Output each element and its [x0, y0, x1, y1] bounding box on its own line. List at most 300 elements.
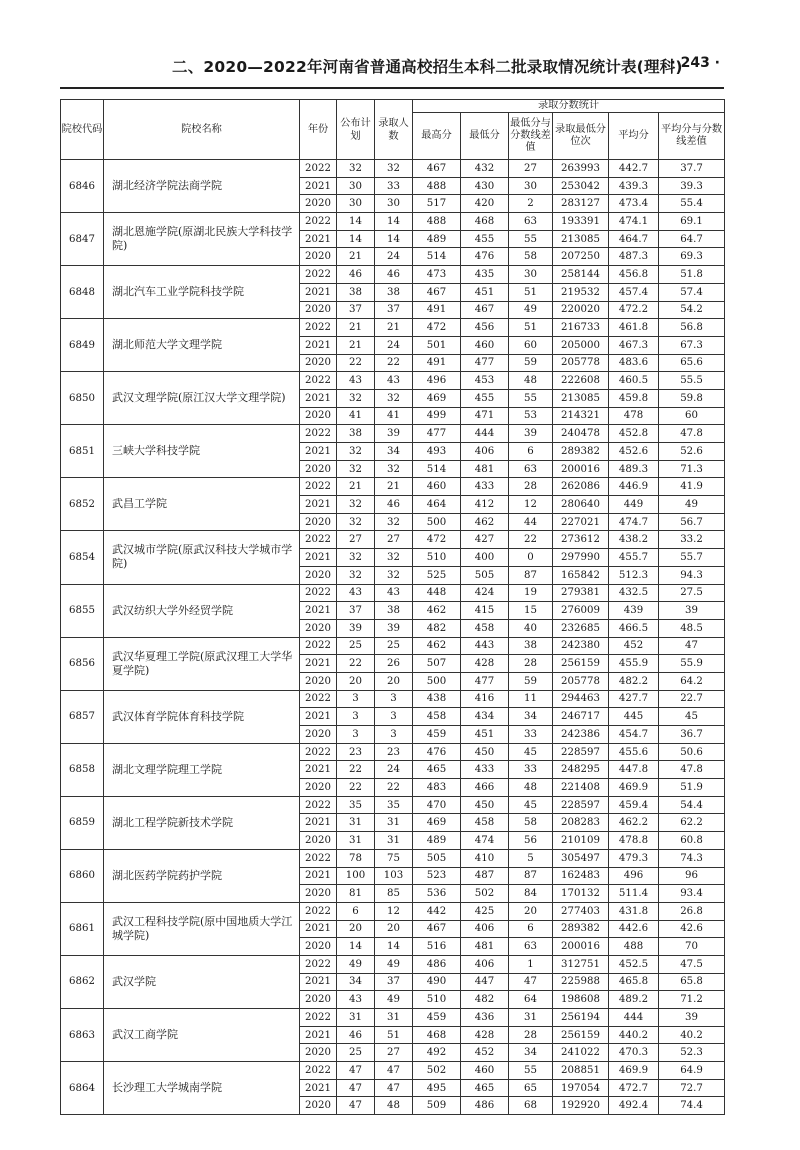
- cell-avg-diff: 41.9: [659, 478, 725, 496]
- cell-year: 2022: [300, 425, 337, 443]
- cell-min-rank: 305497: [553, 849, 609, 867]
- cell-max-score: 507: [413, 655, 461, 673]
- school-code: 6859: [61, 796, 104, 849]
- school-code: 6852: [61, 478, 104, 531]
- table-row: [61, 1062, 725, 1080]
- cell-min-score: 460: [461, 1062, 509, 1080]
- cell-avg-diff: 51.9: [659, 779, 725, 797]
- cell-avg-score: 439: [609, 602, 659, 620]
- cell-avg-diff: 64.9: [659, 1062, 725, 1080]
- cell-admitted: 48: [375, 1097, 413, 1115]
- cell-avg-score: 489.2: [609, 991, 659, 1009]
- cell-admitted: 27: [375, 1044, 413, 1062]
- cell-min-score: 406: [461, 443, 509, 461]
- cell-min-score: 458: [461, 814, 509, 832]
- cell-plan: 47: [337, 1097, 375, 1115]
- cell-year: 2020: [300, 991, 337, 1009]
- cell-min-diff: 5: [509, 849, 553, 867]
- cell-min-score: 502: [461, 885, 509, 903]
- cell-min-score: 427: [461, 531, 509, 549]
- cell-avg-score: 511.4: [609, 885, 659, 903]
- cell-min-score: 481: [461, 938, 509, 956]
- cell-year: 2020: [300, 619, 337, 637]
- cell-min-score: 460: [461, 336, 509, 354]
- cell-min-score: 433: [461, 478, 509, 496]
- cell-min-diff: 63: [509, 460, 553, 478]
- cell-min-score: 458: [461, 619, 509, 637]
- school-name: 三峡大学科技学院: [104, 425, 300, 478]
- cell-avg-score: 452: [609, 637, 659, 655]
- cell-min-score: 444: [461, 425, 509, 443]
- cell-plan: 34: [337, 973, 375, 991]
- cell-min-score: 456: [461, 319, 509, 337]
- cell-plan: 100: [337, 867, 375, 885]
- cell-plan: 21: [337, 248, 375, 266]
- cell-avg-diff: 65.8: [659, 973, 725, 991]
- cell-avg-score: 479.3: [609, 849, 659, 867]
- school-name: 湖北文理学院理工学院: [104, 743, 300, 796]
- cell-min-diff: 58: [509, 248, 553, 266]
- cell-min-diff: 34: [509, 1044, 553, 1062]
- cell-min-diff: 55: [509, 1062, 553, 1080]
- table-row: [61, 743, 725, 761]
- cell-avg-score: 489.3: [609, 460, 659, 478]
- header-avg: 平均分: [609, 113, 659, 160]
- cell-plan: 23: [337, 743, 375, 761]
- cell-max-score: 516: [413, 938, 461, 956]
- cell-min-rank: 256194: [553, 1009, 609, 1027]
- cell-avg-score: 488: [609, 938, 659, 956]
- cell-plan: 21: [337, 336, 375, 354]
- cell-min-diff: 39: [509, 425, 553, 443]
- cell-max-score: 462: [413, 637, 461, 655]
- cell-admitted: 23: [375, 743, 413, 761]
- cell-avg-score: 465.8: [609, 973, 659, 991]
- cell-year: 2022: [300, 743, 337, 761]
- cell-plan: 22: [337, 779, 375, 797]
- cell-avg-score: 462.2: [609, 814, 659, 832]
- cell-max-score: 523: [413, 867, 461, 885]
- cell-avg-diff: 55.4: [659, 195, 725, 213]
- cell-max-score: 490: [413, 973, 461, 991]
- cell-avg-diff: 57.4: [659, 283, 725, 301]
- cell-max-score: 483: [413, 779, 461, 797]
- cell-year: 2021: [300, 1079, 337, 1097]
- cell-plan: 81: [337, 885, 375, 903]
- cell-year: 2020: [300, 407, 337, 425]
- cell-max-score: 517: [413, 195, 461, 213]
- cell-year: 2022: [300, 690, 337, 708]
- cell-min-score: 505: [461, 566, 509, 584]
- cell-year: 2020: [300, 1044, 337, 1062]
- table-body: [61, 160, 725, 1115]
- cell-min-score: 462: [461, 513, 509, 531]
- cell-max-score: 489: [413, 832, 461, 850]
- cell-plan: 43: [337, 991, 375, 1009]
- cell-min-diff: 55: [509, 389, 553, 407]
- cell-min-diff: 63: [509, 213, 553, 231]
- cell-avg-score: 445: [609, 708, 659, 726]
- cell-year: 2022: [300, 319, 337, 337]
- cell-plan: 41: [337, 407, 375, 425]
- cell-min-score: 406: [461, 955, 509, 973]
- cell-admitted: 27: [375, 531, 413, 549]
- cell-plan: 22: [337, 354, 375, 372]
- cell-admitted: 33: [375, 177, 413, 195]
- cell-max-score: 458: [413, 708, 461, 726]
- table-row: [61, 160, 725, 178]
- cell-min-rank: 210109: [553, 832, 609, 850]
- cell-avg-diff: 37.7: [659, 160, 725, 178]
- cell-avg-diff: 36.7: [659, 726, 725, 744]
- cell-plan: 49: [337, 955, 375, 973]
- cell-min-score: 455: [461, 389, 509, 407]
- cell-min-rank: 170132: [553, 885, 609, 903]
- table-row: [61, 425, 725, 443]
- page-number: · 243 ·: [670, 55, 720, 71]
- cell-min-diff: 48: [509, 372, 553, 390]
- cell-plan: 3: [337, 690, 375, 708]
- school-name: 武昌工学院: [104, 478, 300, 531]
- cell-min-rank: 221408: [553, 779, 609, 797]
- cell-min-rank: 220020: [553, 301, 609, 319]
- table-row: [61, 478, 725, 496]
- cell-max-score: 491: [413, 354, 461, 372]
- cell-year: 2021: [300, 177, 337, 195]
- cell-min-diff: 34: [509, 708, 553, 726]
- cell-avg-score: 452.6: [609, 443, 659, 461]
- cell-avg-score: 442.6: [609, 920, 659, 938]
- cell-min-rank: 216733: [553, 319, 609, 337]
- cell-min-diff: 28: [509, 655, 553, 673]
- cell-year: 2021: [300, 336, 337, 354]
- cell-plan: 6: [337, 902, 375, 920]
- cell-min-rank: 192920: [553, 1097, 609, 1115]
- cell-admitted: 25: [375, 637, 413, 655]
- cell-min-rank: 193391: [553, 213, 609, 231]
- cell-max-score: 514: [413, 460, 461, 478]
- cell-admitted: 46: [375, 266, 413, 284]
- cell-max-score: 469: [413, 814, 461, 832]
- cell-max-score: 499: [413, 407, 461, 425]
- cell-year: 2021: [300, 920, 337, 938]
- school-code: 6862: [61, 955, 104, 1008]
- cell-year: 2021: [300, 602, 337, 620]
- cell-admitted: 75: [375, 849, 413, 867]
- cell-max-score: 470: [413, 796, 461, 814]
- cell-min-diff: 59: [509, 354, 553, 372]
- school-name: 湖北师范大学文理学院: [104, 319, 300, 372]
- cell-avg-score: 455.6: [609, 743, 659, 761]
- cell-min-rank: 205778: [553, 354, 609, 372]
- cell-min-rank: 208283: [553, 814, 609, 832]
- cell-admitted: 14: [375, 230, 413, 248]
- cell-avg-diff: 55.7: [659, 549, 725, 567]
- cell-plan: 46: [337, 1026, 375, 1044]
- cell-max-score: 496: [413, 372, 461, 390]
- cell-min-diff: 27: [509, 160, 553, 178]
- cell-min-rank: 263993: [553, 160, 609, 178]
- school-name: 武汉城市学院(原武汉科技大学城市学院): [104, 531, 300, 584]
- admissions-table: [60, 99, 725, 1115]
- cell-min-diff: 64: [509, 991, 553, 1009]
- cell-admitted: 43: [375, 584, 413, 602]
- cell-min-rank: 279381: [553, 584, 609, 602]
- cell-max-score: 448: [413, 584, 461, 602]
- cell-min-diff: 53: [509, 407, 553, 425]
- cell-avg-score: 467.3: [609, 336, 659, 354]
- cell-min-rank: 240478: [553, 425, 609, 443]
- school-name: 武汉华夏理工学院(原武汉理工大学华夏学院): [104, 637, 300, 690]
- cell-avg-diff: 64.7: [659, 230, 725, 248]
- cell-min-score: 420: [461, 195, 509, 213]
- cell-max-score: 510: [413, 549, 461, 567]
- cell-year: 2021: [300, 283, 337, 301]
- cell-min-diff: 6: [509, 443, 553, 461]
- cell-admitted: 43: [375, 372, 413, 390]
- cell-avg-diff: 65.6: [659, 354, 725, 372]
- cell-plan: 32: [337, 460, 375, 478]
- cell-admitted: 37: [375, 973, 413, 991]
- cell-plan: 14: [337, 213, 375, 231]
- cell-avg-diff: 93.4: [659, 885, 725, 903]
- cell-year: 2021: [300, 814, 337, 832]
- cell-min-score: 477: [461, 672, 509, 690]
- cell-avg-diff: 27.5: [659, 584, 725, 602]
- cell-avg-diff: 47.8: [659, 425, 725, 443]
- cell-year: 2021: [300, 230, 337, 248]
- cell-min-diff: 84: [509, 885, 553, 903]
- cell-min-diff: 1: [509, 955, 553, 973]
- cell-min-score: 447: [461, 973, 509, 991]
- cell-min-rank: 213085: [553, 389, 609, 407]
- header-admitted: 录取人数: [375, 100, 413, 160]
- cell-admitted: 41: [375, 407, 413, 425]
- table-row: [61, 637, 725, 655]
- cell-year: 2022: [300, 584, 337, 602]
- cell-avg-score: 455.7: [609, 549, 659, 567]
- cell-min-rank: 246717: [553, 708, 609, 726]
- cell-min-rank: 214321: [553, 407, 609, 425]
- cell-min-rank: 276009: [553, 602, 609, 620]
- cell-admitted: 24: [375, 336, 413, 354]
- cell-min-diff: 65: [509, 1079, 553, 1097]
- cell-admitted: 46: [375, 496, 413, 514]
- cell-year: 2021: [300, 867, 337, 885]
- cell-min-score: 424: [461, 584, 509, 602]
- cell-max-score: 467: [413, 160, 461, 178]
- cell-max-score: 495: [413, 1079, 461, 1097]
- cell-admitted: 32: [375, 513, 413, 531]
- cell-min-diff: 38: [509, 637, 553, 655]
- cell-min-rank: 256159: [553, 1026, 609, 1044]
- cell-year: 2022: [300, 902, 337, 920]
- cell-plan: 32: [337, 496, 375, 514]
- cell-avg-score: 444: [609, 1009, 659, 1027]
- cell-avg-diff: 22.7: [659, 690, 725, 708]
- cell-min-score: 467: [461, 301, 509, 319]
- cell-min-diff: 87: [509, 566, 553, 584]
- cell-plan: 31: [337, 814, 375, 832]
- school-code: 6857: [61, 690, 104, 743]
- cell-plan: 20: [337, 920, 375, 938]
- cell-year: 2021: [300, 496, 337, 514]
- cell-admitted: 3: [375, 708, 413, 726]
- cell-min-score: 425: [461, 902, 509, 920]
- cell-plan: 31: [337, 1009, 375, 1027]
- cell-min-score: 451: [461, 726, 509, 744]
- header-min: 最低分: [461, 113, 509, 160]
- school-code: 6854: [61, 531, 104, 584]
- cell-min-diff: 20: [509, 902, 553, 920]
- cell-avg-score: 487.3: [609, 248, 659, 266]
- cell-admitted: 32: [375, 389, 413, 407]
- cell-min-rank: 280640: [553, 496, 609, 514]
- cell-min-diff: 28: [509, 1026, 553, 1044]
- cell-avg-score: 459.8: [609, 389, 659, 407]
- cell-admitted: 103: [375, 867, 413, 885]
- cell-min-diff: 33: [509, 726, 553, 744]
- cell-avg-score: 482.2: [609, 672, 659, 690]
- table-row: [61, 690, 725, 708]
- cell-avg-score: 454.7: [609, 726, 659, 744]
- cell-avg-score: 439.3: [609, 177, 659, 195]
- cell-avg-diff: 60.8: [659, 832, 725, 850]
- cell-min-rank: 242380: [553, 637, 609, 655]
- cell-avg-score: 474.7: [609, 513, 659, 531]
- cell-max-score: 536: [413, 885, 461, 903]
- cell-avg-diff: 47.5: [659, 955, 725, 973]
- cell-max-score: 486: [413, 955, 461, 973]
- cell-min-score: 451: [461, 283, 509, 301]
- cell-admitted: 39: [375, 425, 413, 443]
- cell-max-score: 442: [413, 902, 461, 920]
- cell-min-score: 465: [461, 1079, 509, 1097]
- cell-admitted: 32: [375, 160, 413, 178]
- cell-max-score: 491: [413, 301, 461, 319]
- cell-plan: 20: [337, 672, 375, 690]
- cell-max-score: 472: [413, 531, 461, 549]
- cell-max-score: 438: [413, 690, 461, 708]
- cell-avg-diff: 64.2: [659, 672, 725, 690]
- cell-year: 2022: [300, 796, 337, 814]
- cell-min-rank: 228597: [553, 796, 609, 814]
- cell-avg-score: 440.2: [609, 1026, 659, 1044]
- cell-plan: 32: [337, 160, 375, 178]
- cell-avg-score: 461.8: [609, 319, 659, 337]
- cell-avg-diff: 56.8: [659, 319, 725, 337]
- cell-min-diff: 60: [509, 336, 553, 354]
- cell-min-diff: 12: [509, 496, 553, 514]
- cell-min-score: 452: [461, 1044, 509, 1062]
- cell-min-rank: 277403: [553, 902, 609, 920]
- cell-min-score: 474: [461, 832, 509, 850]
- table-row: [61, 213, 725, 231]
- cell-min-rank: 219532: [553, 283, 609, 301]
- school-code: 6847: [61, 213, 104, 266]
- cell-admitted: 24: [375, 248, 413, 266]
- cell-plan: 30: [337, 177, 375, 195]
- cell-min-rank: 253042: [553, 177, 609, 195]
- cell-min-diff: 47: [509, 973, 553, 991]
- cell-admitted: 20: [375, 672, 413, 690]
- cell-avg-diff: 48.5: [659, 619, 725, 637]
- cell-avg-score: 427.7: [609, 690, 659, 708]
- cell-avg-diff: 59.8: [659, 389, 725, 407]
- cell-min-diff: 30: [509, 266, 553, 284]
- cell-min-score: 435: [461, 266, 509, 284]
- cell-avg-diff: 39: [659, 602, 725, 620]
- cell-admitted: 32: [375, 549, 413, 567]
- cell-avg-diff: 49: [659, 496, 725, 514]
- cell-avg-score: 473.4: [609, 195, 659, 213]
- cell-admitted: 32: [375, 566, 413, 584]
- school-name: 武汉纺织大学外经贸学院: [104, 584, 300, 637]
- cell-avg-score: 452.8: [609, 425, 659, 443]
- cell-admitted: 21: [375, 319, 413, 337]
- cell-avg-score: 472.2: [609, 301, 659, 319]
- cell-year: 2020: [300, 885, 337, 903]
- cell-year: 2020: [300, 248, 337, 266]
- cell-avg-diff: 70: [659, 938, 725, 956]
- cell-year: 2021: [300, 1026, 337, 1044]
- cell-min-diff: 40: [509, 619, 553, 637]
- cell-admitted: 49: [375, 991, 413, 1009]
- cell-avg-score: 447.8: [609, 761, 659, 779]
- cell-year: 2020: [300, 195, 337, 213]
- table-row: [61, 1009, 725, 1027]
- cell-year: 2020: [300, 354, 337, 372]
- cell-max-score: 467: [413, 920, 461, 938]
- cell-min-score: 428: [461, 655, 509, 673]
- cell-year: 2022: [300, 266, 337, 284]
- cell-min-diff: 63: [509, 938, 553, 956]
- cell-admitted: 21: [375, 478, 413, 496]
- cell-plan: 78: [337, 849, 375, 867]
- table-row: [61, 319, 725, 337]
- school-code: 6864: [61, 1062, 104, 1115]
- cell-plan: 14: [337, 938, 375, 956]
- cell-admitted: 14: [375, 213, 413, 231]
- cell-min-diff: 44: [509, 513, 553, 531]
- cell-year: 2022: [300, 531, 337, 549]
- cell-plan: 32: [337, 549, 375, 567]
- cell-avg-diff: 26.8: [659, 902, 725, 920]
- school-name: 武汉体育学院体育科技学院: [104, 690, 300, 743]
- cell-plan: 39: [337, 619, 375, 637]
- cell-min-rank: 312751: [553, 955, 609, 973]
- cell-max-score: 489: [413, 230, 461, 248]
- header-min-diff: 最低分与分数线差值: [509, 113, 553, 160]
- cell-avg-diff: 71.2: [659, 991, 725, 1009]
- cell-avg-diff: 96: [659, 867, 725, 885]
- cell-min-diff: 33: [509, 761, 553, 779]
- cell-max-score: 476: [413, 743, 461, 761]
- cell-min-score: 477: [461, 354, 509, 372]
- cell-admitted: 47: [375, 1062, 413, 1080]
- cell-min-score: 450: [461, 743, 509, 761]
- cell-year: 2021: [300, 389, 337, 407]
- school-code: 6855: [61, 584, 104, 637]
- cell-admitted: 49: [375, 955, 413, 973]
- cell-min-score: 471: [461, 407, 509, 425]
- cell-min-rank: 289382: [553, 920, 609, 938]
- cell-year: 2022: [300, 1062, 337, 1080]
- cell-avg-diff: 50.6: [659, 743, 725, 761]
- cell-min-rank: 208851: [553, 1062, 609, 1080]
- cell-max-score: 488: [413, 213, 461, 231]
- cell-plan: 21: [337, 478, 375, 496]
